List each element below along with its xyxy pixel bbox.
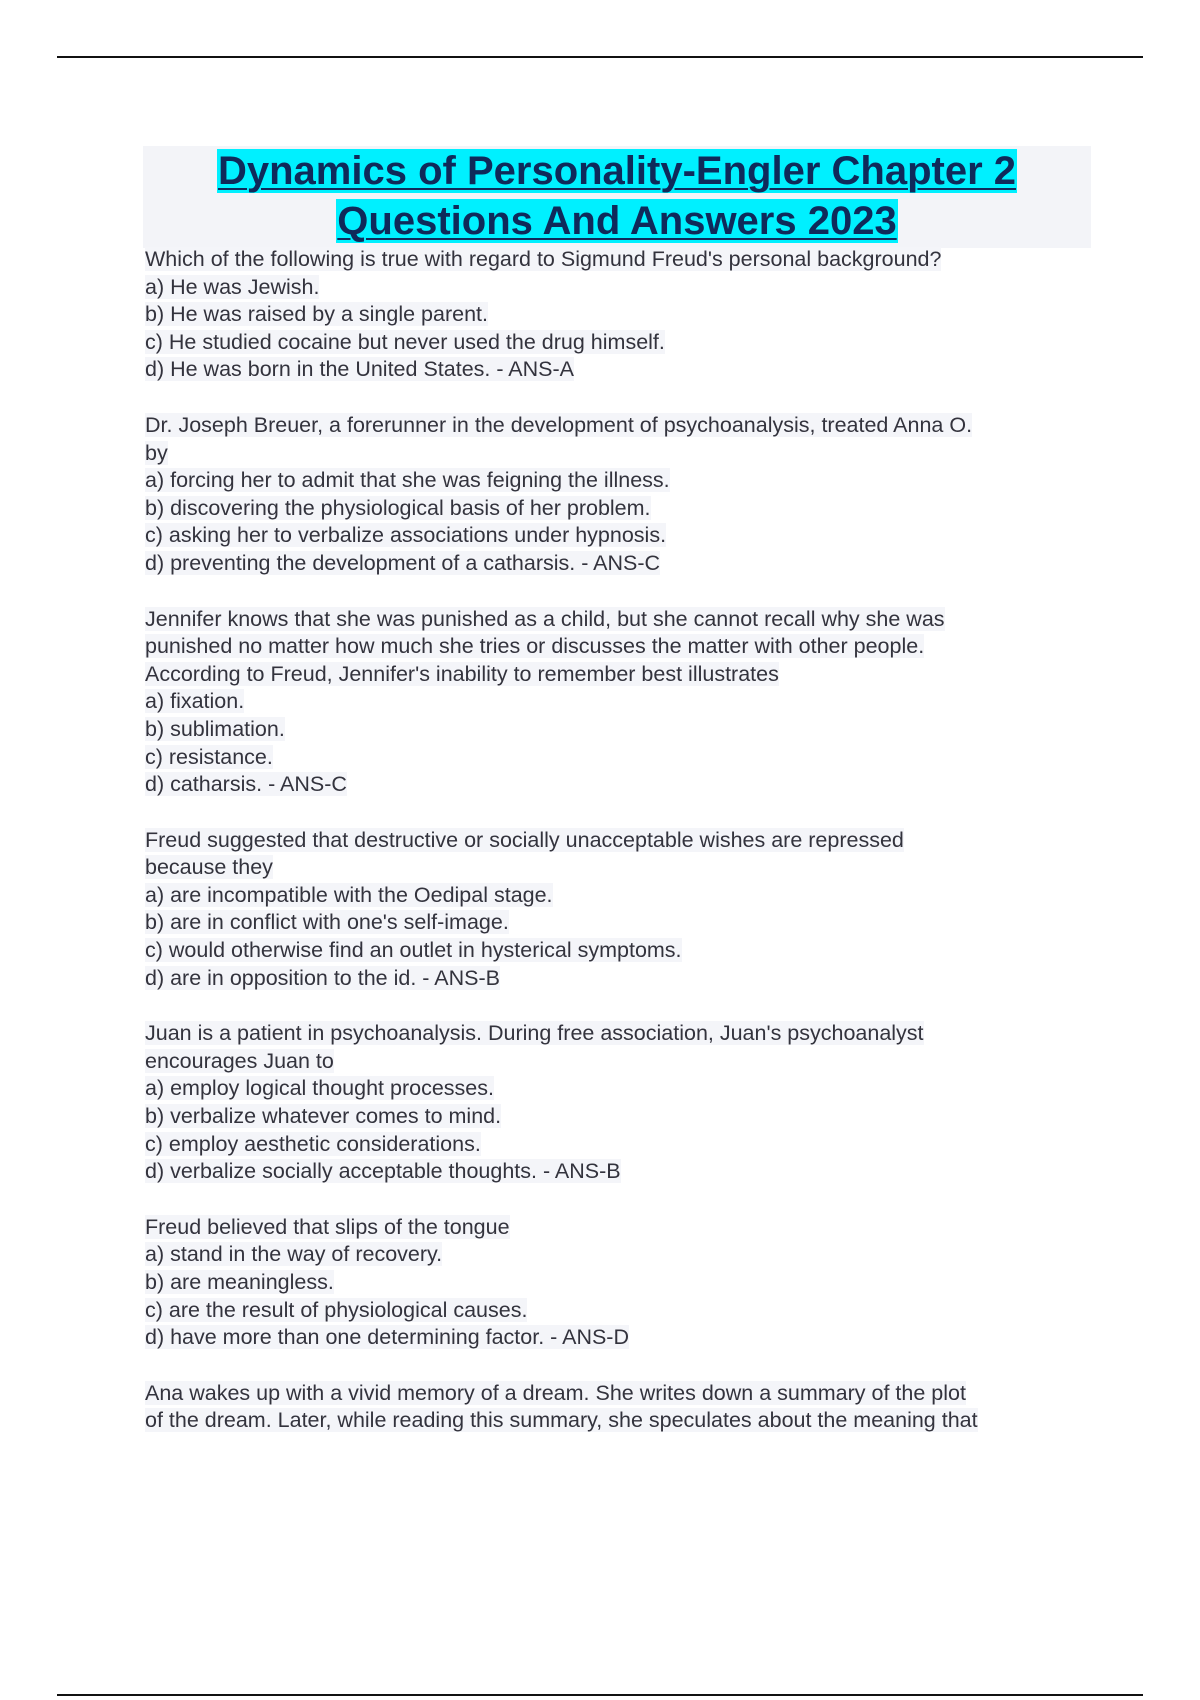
question-item [145, 606, 1095, 799]
question-stem-line: Freud suggested that destructive or socially unacceptable wishes are repressed [145, 827, 904, 852]
answer-option: d) catharsis. - ANS-C [145, 772, 347, 797]
answer-option: d) are in opposition to the id. - ANS-B [145, 965, 500, 990]
question-item [145, 412, 1095, 578]
question-stem-line: Freud believed that slips of the tongue [145, 1214, 510, 1239]
answer-option: d) He was born in the United States. - ANS-A [145, 357, 575, 382]
answer-option: d) preventing the development of a catharsis. - ANS-C [145, 550, 661, 575]
answer-option: a) fixation. [145, 689, 245, 714]
question-item [145, 1380, 1095, 1435]
answer-option: a) stand in the way of recovery. [145, 1242, 443, 1267]
answer-option: a) employ logical thought processes. [145, 1076, 494, 1101]
answer-option: d) have more than one determining factor. - ANS-D [145, 1325, 629, 1350]
answer-option: b) discovering the physiological basis of her problem. [145, 495, 651, 520]
question-stem-line: of the dream. Later, while reading this summary, she speculates about the meaning that [145, 1408, 978, 1433]
title-line-1: Dynamics of Personality-Engler Chapter 2 [217, 149, 1016, 193]
question-stem-line: because they [145, 855, 273, 880]
answer-option: c) would otherwise find an outlet in hysterical symptoms. [145, 938, 682, 963]
question-item [145, 827, 1095, 993]
answer-option: b) are in conflict with one's self-image. [145, 910, 509, 935]
question-item [145, 1020, 1095, 1186]
answer-option: b) are meaningless. [145, 1270, 334, 1294]
answer-option: a) forcing her to admit that she was feigning the illness. [145, 468, 670, 493]
question-stem-line: encourages Juan to [145, 1048, 334, 1073]
question-stem-line: According to Freud, Jennifer's inability to remember best illustrates [145, 661, 779, 686]
answer-option: c) resistance. [145, 744, 273, 769]
answer-option: c) He studied cocaine but never used the drug himself. [145, 329, 665, 354]
answer-option: b) verbalize whatever comes to mind. [145, 1104, 502, 1129]
top-rule [57, 56, 1143, 58]
question-item [145, 1214, 1095, 1352]
question-stem-line: Juan is a patient in psychoanalysis. During free association, Juan's psychoanalyst [145, 1021, 924, 1046]
question-stem-line: by [145, 440, 168, 465]
document-title [143, 146, 1091, 248]
question-stem-line: Ana wakes up with a vivid memory of a dream. She writes down a summary of the plot [145, 1380, 966, 1405]
question-item [145, 246, 1095, 384]
answer-option: c) are the result of physiological causes. [145, 1297, 528, 1322]
answer-option: c) asking her to verbalize associations under hypnosis. [145, 523, 667, 548]
question-stem-line: Jennifer knows that she was punished as a child, but she cannot recall why she was [145, 606, 945, 631]
question-list [145, 246, 1095, 1463]
answer-option: a) are incompatible with the Oedipal stage. [145, 882, 553, 907]
answer-option: c) employ aesthetic considerations. [145, 1131, 481, 1156]
question-stem-line: Dr. Joseph Breuer, a forerunner in the development of psychoanalysis, treated Anna O. [145, 412, 973, 437]
question-stem-line: Which of the following is true with regard to Sigmund Freud's personal background? [145, 247, 942, 271]
bottom-rule [57, 1694, 1143, 1696]
title-line-2: Questions And Answers 2023 [337, 199, 897, 243]
question-stem-line: punished no matter how much she tries or discusses the matter with other people. [145, 634, 925, 659]
answer-option: b) He was raised by a single parent. [145, 302, 488, 327]
answer-option: a) He was Jewish. [145, 274, 320, 299]
answer-option: b) sublimation. [145, 716, 285, 741]
answer-option: d) verbalize socially acceptable thoughts. - ANS-B [145, 1159, 621, 1184]
